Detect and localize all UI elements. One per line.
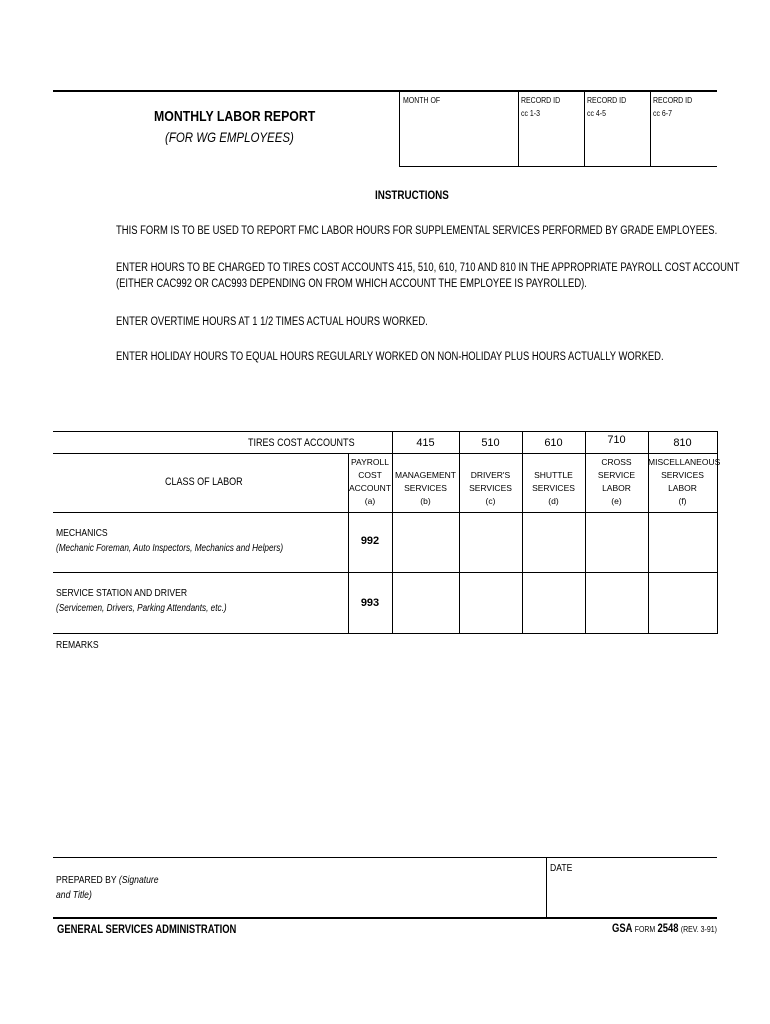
shuttle-services-header: SHUTTLE SERVICES (d) (532, 470, 575, 506)
account-415: 415 (416, 437, 435, 449)
row-service-station-desc: (Servicemen, Drivers, Parking Attendants, etc.) (56, 603, 227, 614)
instructions-heading: INSTRUCTIONS (375, 188, 449, 202)
form-number: GSA FORM 2548 (REV. 3-91) (612, 923, 717, 935)
row-service-station-name: SERVICE STATION AND DRIVER (56, 587, 188, 599)
instruction-3: ENTER OVERTIME HOURS AT 1 1/2 TIMES ACTUAL HOURS WORKED. (116, 316, 428, 328)
cell-992-drivers[interactable] (460, 513, 521, 571)
row-mechanics-desc: (Mechanic Foreman, Auto Inspectors, Mechanics and Helpers) (56, 543, 284, 554)
row-service-station-code: 993 (360, 597, 380, 609)
record-id-1-cc: cc 1-3 (521, 108, 540, 118)
account-610: 610 (544, 437, 563, 449)
account-810: 810 (673, 437, 692, 449)
cell-993-cross-service[interactable] (586, 573, 647, 632)
cell-993-shuttle[interactable] (523, 573, 584, 632)
cell-992-management[interactable] (393, 513, 458, 571)
class-of-labor-label: CLASS OF LABOR (165, 476, 243, 488)
remarks-field[interactable] (54, 655, 716, 855)
month-of-field[interactable] (400, 106, 517, 164)
date-field[interactable] (548, 876, 716, 915)
miscellaneous-services-labor-header: MISCELLANEOUS SERVICES LABOR (f) (648, 457, 721, 506)
remarks-label: REMARKS (56, 639, 99, 651)
instruction-1: THIS FORM IS TO BE USED TO REPORT FMC LABOR HOURS FOR SUPPLEMENTAL SERVICES PERFORMED BY GRADE EMPLOYEES. (116, 225, 718, 237)
account-710: 710 (607, 434, 626, 446)
record-id-2-cc: cc 4-5 (587, 108, 606, 118)
prepared-by-field[interactable] (170, 862, 540, 914)
date-label: DATE (550, 862, 573, 874)
instruction-2a: ENTER HOURS TO BE CHARGED TO TIRES COST ACCOUNTS 415, 510, 610, 710 AND 810 IN THE APPROPRIATE PAYROLL COST ACCOUNT (116, 262, 740, 274)
prepared-by-title-label: and Title) (56, 889, 92, 901)
row-mechanics-code: 992 (360, 535, 380, 547)
management-services-header: MANAGEMENT SERVICES (b) (395, 470, 456, 506)
drivers-services-header: DRIVER'S SERVICES (c) (469, 470, 512, 506)
instruction-2b: (EITHER CAC992 OR CAC993 DEPENDING ON FROM WHICH ACCOUNT THE EMPLOYEE IS PAYROLLED). (116, 278, 587, 290)
cell-992-miscellaneous[interactable] (649, 513, 716, 571)
cell-993-miscellaneous[interactable] (649, 573, 716, 632)
form-title: MONTHLY LABOR REPORT (154, 108, 316, 125)
record-id-2-label: RECORD ID (587, 95, 627, 105)
cell-993-drivers[interactable] (460, 573, 521, 632)
account-510: 510 (481, 437, 500, 449)
instruction-4: ENTER HOLIDAY HOURS TO EQUAL HOURS REGULARLY WORKED ON NON-HOLIDAY PLUS HOURS ACTUALLY WORKED. (116, 351, 664, 363)
cell-992-shuttle[interactable] (523, 513, 584, 571)
row-mechanics-name: MECHANICS (56, 527, 108, 539)
cross-service-labor-header: CROSS SERVICE LABOR (e) (597, 457, 636, 506)
month-of-label: MONTH OF (403, 95, 441, 105)
form-subtitle: (FOR WG EMPLOYEES) (165, 129, 294, 145)
tires-cost-accounts-label: TIRES COST ACCOUNTS (248, 437, 355, 449)
cell-992-cross-service[interactable] (586, 513, 647, 571)
record-id-1-label: RECORD ID (521, 95, 561, 105)
record-id-3-label: RECORD ID (653, 95, 693, 105)
record-id-3-cc: cc 6-7 (653, 108, 672, 118)
agency-name: GENERAL SERVICES ADMINISTRATION (57, 924, 237, 936)
prepared-by-label: PREPARED BY (Signature (56, 874, 159, 886)
cell-993-management[interactable] (393, 573, 458, 632)
payroll-cost-account-header: PAYROLL COST ACCOUNT (a) (348, 457, 392, 506)
